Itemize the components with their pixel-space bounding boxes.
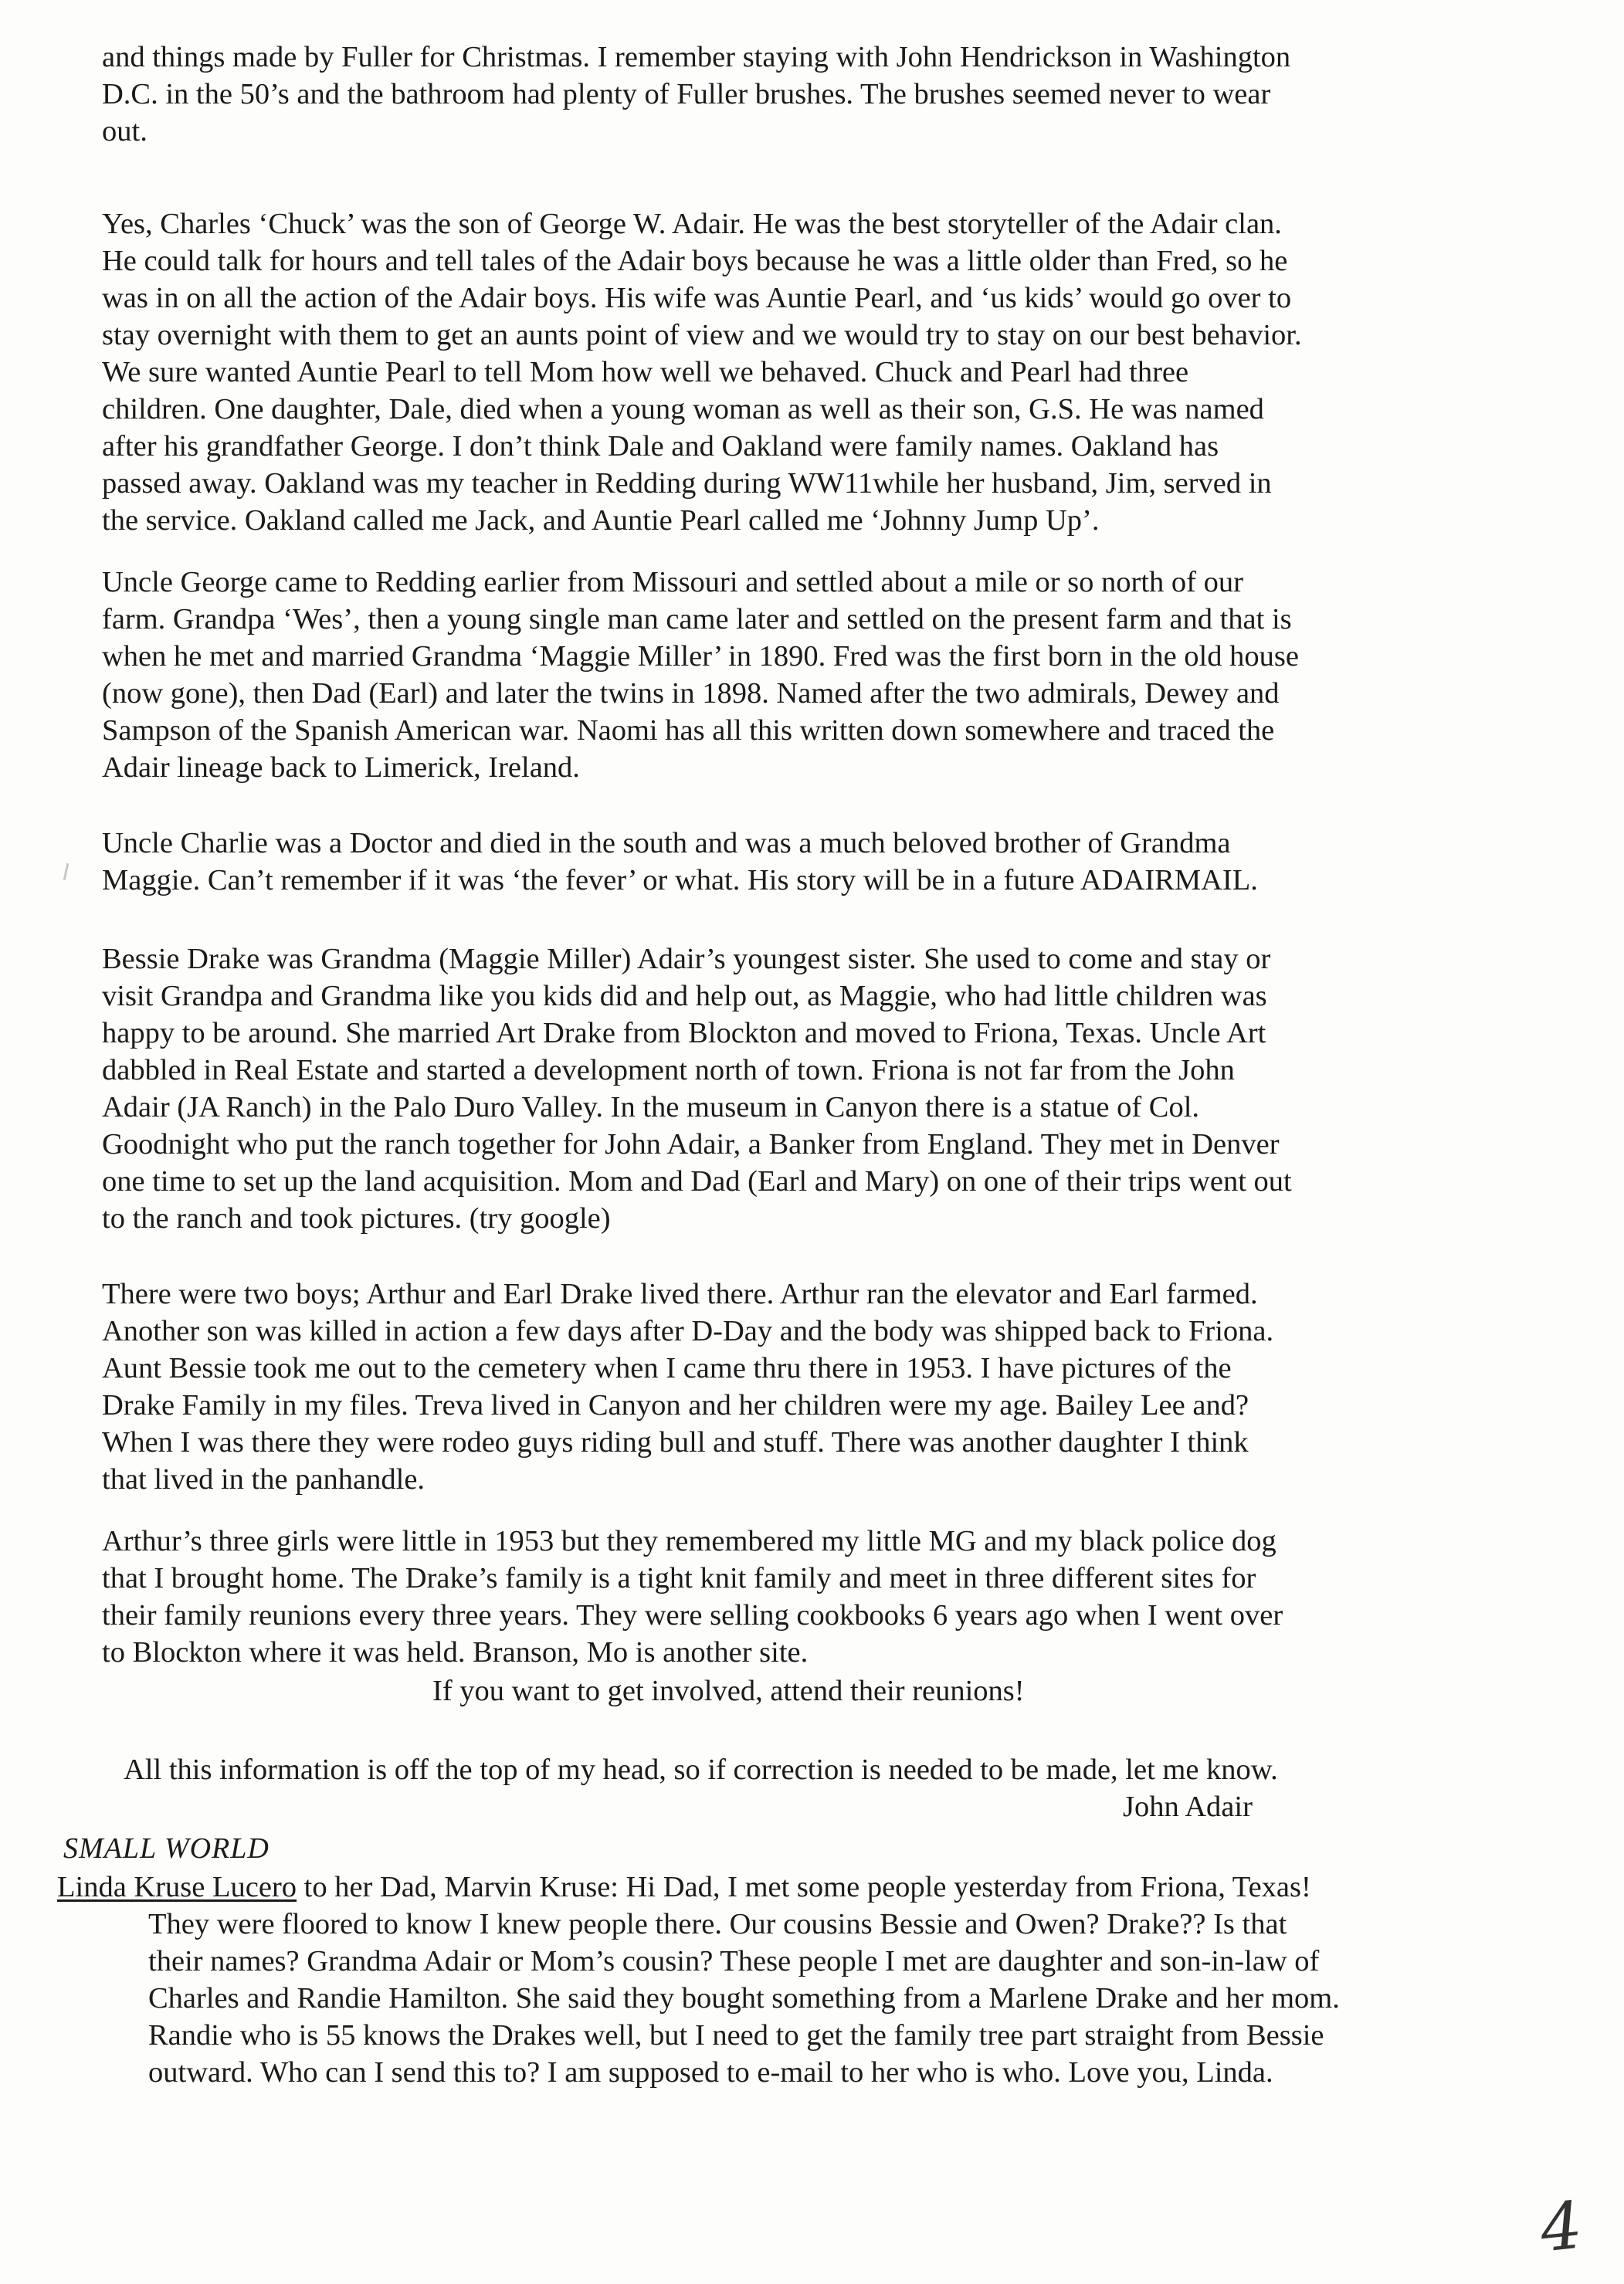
text-line: after his grandfather George. I don’t think Dale and Oakland were family names. Oakland has	[102, 430, 1219, 463]
text-line: They were floored to know I knew people there. Our cousins Bessie and Owen? Drake?? Is that	[148, 1908, 1287, 1940]
paragraph-uncle-george	[102, 564, 1446, 786]
text-line: Charles and Randie Hamilton. She said they bought something from a Marlene Drake and her mom.	[148, 1982, 1340, 2015]
text-line: their family reunions every three years. They were selling cookbooks 6 years ago when I went over	[102, 1599, 1283, 1632]
text-line: He could talk for hours and tell tales of the Adair boys because he was a little older than Fred, so he	[102, 245, 1288, 277]
text-line: When I was there they were rodeo guys riding bull and stuff. There was another daughter I think	[102, 1426, 1249, 1459]
page-number: 4	[1537, 2187, 1586, 2267]
text-line: Bessie Drake was Grandma (Maggie Miller) Adair’s youngest sister. She used to come and stay or	[102, 943, 1271, 975]
section-title-small-world: SMALL WORLD	[63, 1832, 270, 1865]
author-name: Linda Kruse Lucero	[57, 1871, 297, 1903]
paragraph-arthurs-girls	[102, 1523, 1446, 1671]
reunion-note: If you want to get involved, attend their reunions!	[432, 1675, 1025, 1707]
text-line: their names? Grandma Adair or Mom’s cousin? These people I met are daughter and son-in-law of	[148, 1945, 1320, 1977]
paragraph-fuller-brushes	[102, 39, 1446, 150]
text-line: to the ranch and took pictures. (try google)	[102, 1202, 611, 1235]
text-line: and things made by Fuller for Christmas. I remember staying with John Hendrickson in Washington	[102, 41, 1291, 73]
text-line: that lived in the panhandle.	[102, 1463, 425, 1496]
text-line: stay overnight with them to get an aunts point of view and we would try to stay on our best behavior.	[102, 319, 1302, 351]
text-line: We sure wanted Auntie Pearl to tell Mom how well we behaved. Chuck and Pearl had three	[102, 356, 1189, 388]
text-line: Adair lineage back to Limerick, Ireland.	[102, 751, 580, 784]
small-world-letter	[57, 1869, 1463, 2091]
text-line: D.C. in the 50’s and the bathroom had plenty of Fuller brushes. The brushes seemed never to wear	[102, 78, 1271, 110]
text-line: the service. Oakland called me Jack, and Auntie Pearl called me ‘Johnny Jump Up’.	[102, 504, 1100, 537]
text-line: farm. Grandpa ‘Wes’, then a young single man came later and settled on the present farm and that is	[102, 603, 1292, 635]
text-line: outward. Who can I send this to? I am supposed to e-mail to her who is who. Love you, Linda.	[148, 2056, 1273, 2089]
letter-first-line	[57, 1869, 1463, 1906]
paragraph-uncle-charlie	[102, 825, 1446, 899]
text-line: Uncle Charlie was a Doctor and died in the south and was a much beloved brother of Grandma	[102, 827, 1231, 859]
text-line: Randie who is 55 knows the Drakes well, but I need to get the family tree part straight from Bessie	[148, 2019, 1324, 2052]
signature: John Adair	[1123, 1791, 1253, 1823]
text-line: Goodnight who put the ranch together for John Adair, a Banker from England. They met in Denver	[102, 1128, 1280, 1161]
text-line: passed away. Oakland was my teacher in Redding during WW11while her husband, Jim, served in	[102, 467, 1272, 500]
text-line: Yes, Charles ‘Chuck’ was the son of George W. Adair. He was the best storyteller of the Adair clan.	[102, 208, 1282, 240]
text-line: one time to set up the land acquisition. Mom and Dad (Earl and Mary) on one of their trips went out	[102, 1165, 1292, 1198]
text-line: children. One daughter, Dale, died when a young woman as well as their son, G.S. He was named	[102, 393, 1264, 425]
text-line: out.	[102, 115, 147, 147]
text-line: Uncle George came to Redding earlier from Missouri and settled about a mile or so north of our	[102, 566, 1243, 598]
text-line: Adair (JA Ranch) in the Palo Duro Valley. In the museum in Canyon there is a statue of Col.	[102, 1091, 1200, 1123]
closing-line: All this information is off the top of my head, so if correction is needed to be made, let me know.	[124, 1754, 1278, 1786]
text-line: There were two boys; Arthur and Earl Drake lived there. Arthur ran the elevator and Earl farmed.	[102, 1278, 1258, 1310]
text-line: Aunt Bessie took me out to the cemetery when I came thru there in 1953. I have pictures of the	[102, 1352, 1232, 1384]
text-line: when he met and married Grandma ‘Maggie Miller’ in 1890. Fred was the first born in the old house	[102, 640, 1299, 673]
text-line: Arthur’s three girls were little in 1953 but they remembered my little MG and my black police dog	[102, 1525, 1276, 1557]
letter-text: to her Dad, Marvin Kruse: Hi Dad, I met some people yesterday from Friona, Texas!	[297, 1871, 1311, 1903]
text-line: Maggie. Can’t remember if it was ‘the fever’ or what. His story will be in a future ADAIRMAIL.	[102, 864, 1258, 896]
text-line: was in on all the action of the Adair boys. His wife was Auntie Pearl, and ‘us kids’ would go over to	[102, 282, 1292, 314]
paragraph-charles-chuck	[102, 205, 1446, 539]
text-line: visit Grandpa and Grandma like you kids did and help out, as Maggie, who had little children was	[102, 980, 1267, 1012]
text-line: happy to be around. She married Art Drake from Blockton and moved to Friona, Texas. Uncle Art	[102, 1017, 1266, 1049]
text-line: Another son was killed in action a few days after D-Day and the body was shipped back to Friona.	[102, 1315, 1274, 1347]
paragraph-bessie-drake	[102, 940, 1446, 1237]
text-line: that I brought home. The Drake’s family is a tight knit family and meet in three different sites for	[102, 1562, 1256, 1594]
text-line: dabbled in Real Estate and started a development north of town. Friona is not far from the John	[102, 1054, 1235, 1086]
text-line: Sampson of the Spanish American war. Naomi has all this written down somewhere and traced the	[102, 714, 1275, 747]
text-line: Drake Family in my files. Treva lived in Canyon and her children were my age. Bailey Lee and?	[102, 1389, 1249, 1422]
text-line: (now gone), then Dad (Earl) and later the twins in 1898. Named after the two admirals, Dewey and	[102, 677, 1280, 710]
text-line: to Blockton where it was held. Branson, Mo is another site.	[102, 1636, 809, 1669]
scan-speck	[63, 863, 70, 880]
paragraph-two-boys	[102, 1276, 1446, 1498]
